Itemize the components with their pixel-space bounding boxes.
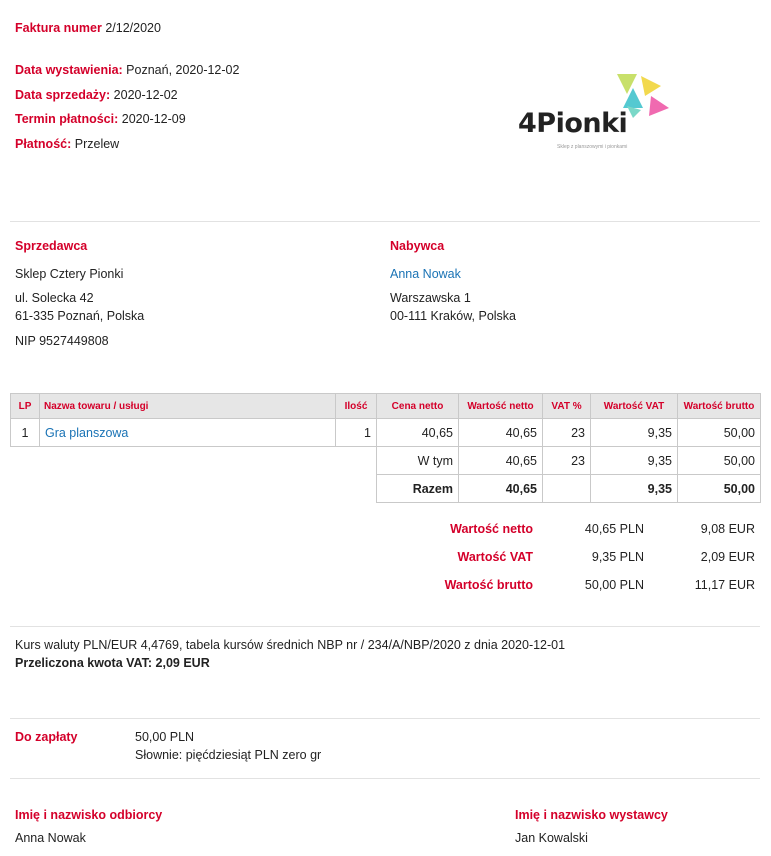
- logo-subtitle: Sklep z planszowymi i pionkami: [557, 144, 628, 150]
- amount-in-words: Słownie: pięćdziesiąt PLN zero gr: [135, 748, 322, 762]
- summary-vat-label: Wartość VAT: [457, 550, 533, 564]
- col-header-qty: Ilość: [336, 394, 377, 419]
- razem-row: [11, 475, 761, 503]
- payment-method-label: Płatność:: [15, 137, 72, 151]
- summary-vat-eur: 2,09 EUR: [700, 550, 755, 564]
- divider: [10, 221, 760, 222]
- invoice-title: [15, 21, 161, 35]
- receiver-label: Imię i nazwisko odbiorcy: [15, 808, 163, 822]
- exchange-rate-line: Kurs waluty PLN/EUR 4,4769, tabela kursów średnich NBP nr / 234/A/NBP/2020 z dnia 2020-12-01: [15, 638, 566, 652]
- divider: [10, 626, 760, 627]
- seller-heading: Sprzedawca: [15, 239, 88, 253]
- summary-net-eur: 9,08 EUR: [700, 522, 755, 536]
- buyer-name[interactable]: Anna Nowak: [390, 267, 461, 281]
- issuer-label: Imię i nazwisko wystawcy: [515, 808, 668, 822]
- receiver-name: Anna Nowak: [15, 831, 86, 845]
- col-header-price-net: Cena netto: [377, 394, 459, 419]
- seller-nip: NIP 9527449808: [15, 334, 109, 348]
- col-header-vat-value: Wartość VAT: [591, 394, 678, 419]
- razem-gross: 50,00: [678, 475, 761, 503]
- summary-gross-eur: 11,17 EUR: [694, 578, 755, 592]
- invoice-number: 2/12/2020: [105, 21, 161, 35]
- summary-net: [0, 522, 771, 542]
- due-date: [15, 112, 186, 126]
- summary-vat: [0, 550, 771, 570]
- wtym-vat-value: 9,35: [591, 447, 678, 475]
- table-header-row: [11, 394, 761, 419]
- divider: [10, 718, 760, 719]
- payment-method-value: Przelew: [74, 137, 120, 151]
- wtym-gross: 50,00: [678, 447, 761, 475]
- logo-text: 4Pionki: [518, 108, 628, 139]
- col-header-value-net: Wartość netto: [459, 394, 543, 419]
- col-header-vat-pct: VAT %: [543, 394, 591, 419]
- summary-gross-pln: 50,00 PLN: [584, 578, 644, 592]
- company-logo: [515, 70, 675, 155]
- row-qty: 1: [336, 419, 377, 447]
- divider: [10, 778, 760, 779]
- wtym-value-net: 40,65: [459, 447, 543, 475]
- seller-name: Sklep Cztery Pionki: [15, 267, 124, 281]
- seller-street: ul. Solecka 42: [15, 291, 94, 305]
- invoice-title-label: Faktura numer: [15, 21, 102, 35]
- issue-date-value: Poznań, 2020-12-02: [126, 63, 240, 77]
- wtym-vat-pct: 23: [543, 447, 591, 475]
- sale-date-label: Data sprzedaży:: [15, 88, 111, 102]
- items-table: [10, 393, 761, 503]
- row-gross: 50,00: [678, 419, 761, 447]
- sale-date: [15, 88, 178, 102]
- due-date-label: Termin płatności:: [15, 112, 119, 126]
- issue-date: [15, 63, 239, 77]
- buyer-street: Warszawska 1: [390, 291, 471, 305]
- razem-vat-value: 9,35: [591, 475, 678, 503]
- amount-due-value: 50,00 PLN: [135, 730, 195, 744]
- col-header-gross: Wartość brutto: [678, 394, 761, 419]
- row-product-name[interactable]: Gra planszowa: [40, 419, 336, 447]
- col-header-name: Nazwa towaru / usługi: [40, 394, 336, 419]
- amount-due-label: Do zapłaty: [15, 730, 78, 744]
- summary-net-pln: 40,65 PLN: [584, 522, 644, 536]
- payment-method: [15, 137, 119, 151]
- buyer-heading: Nabywca: [390, 239, 445, 253]
- row-vat-pct: 23: [543, 419, 591, 447]
- due-date-value: 2020-12-09: [121, 112, 186, 126]
- col-header-lp: LP: [11, 394, 40, 419]
- issue-date-label: Data wystawienia:: [15, 63, 123, 77]
- summary-net-label: Wartość netto: [450, 522, 533, 536]
- summary-gross-label: Wartość brutto: [444, 578, 533, 592]
- logo-triangle-4: [649, 96, 669, 116]
- razem-value-net: 40,65: [459, 475, 543, 503]
- seller-city: 61-335 Poznań, Polska: [15, 309, 145, 323]
- wtym-label: W tym: [377, 447, 459, 475]
- row-price-net: 40,65: [377, 419, 459, 447]
- buyer-city: 00-111 Kraków, Polska: [390, 309, 516, 323]
- summary-gross: [0, 578, 771, 598]
- summary-vat-pln: 9,35 PLN: [591, 550, 644, 564]
- issuer-name: Jan Kowalski: [515, 831, 588, 845]
- wtym-row: [11, 447, 761, 475]
- table-row: [11, 419, 761, 447]
- razem-vat-pct-empty: [543, 475, 591, 503]
- row-value-net: 40,65: [459, 419, 543, 447]
- row-vat-value: 9,35: [591, 419, 678, 447]
- row-lp: 1: [11, 419, 40, 447]
- razem-label: Razem: [377, 475, 459, 503]
- sale-date-value: 2020-12-02: [113, 88, 178, 102]
- logo-triangle-2: [641, 76, 661, 96]
- vat-converted: Przeliczona kwota VAT: 2,09 EUR: [15, 656, 210, 670]
